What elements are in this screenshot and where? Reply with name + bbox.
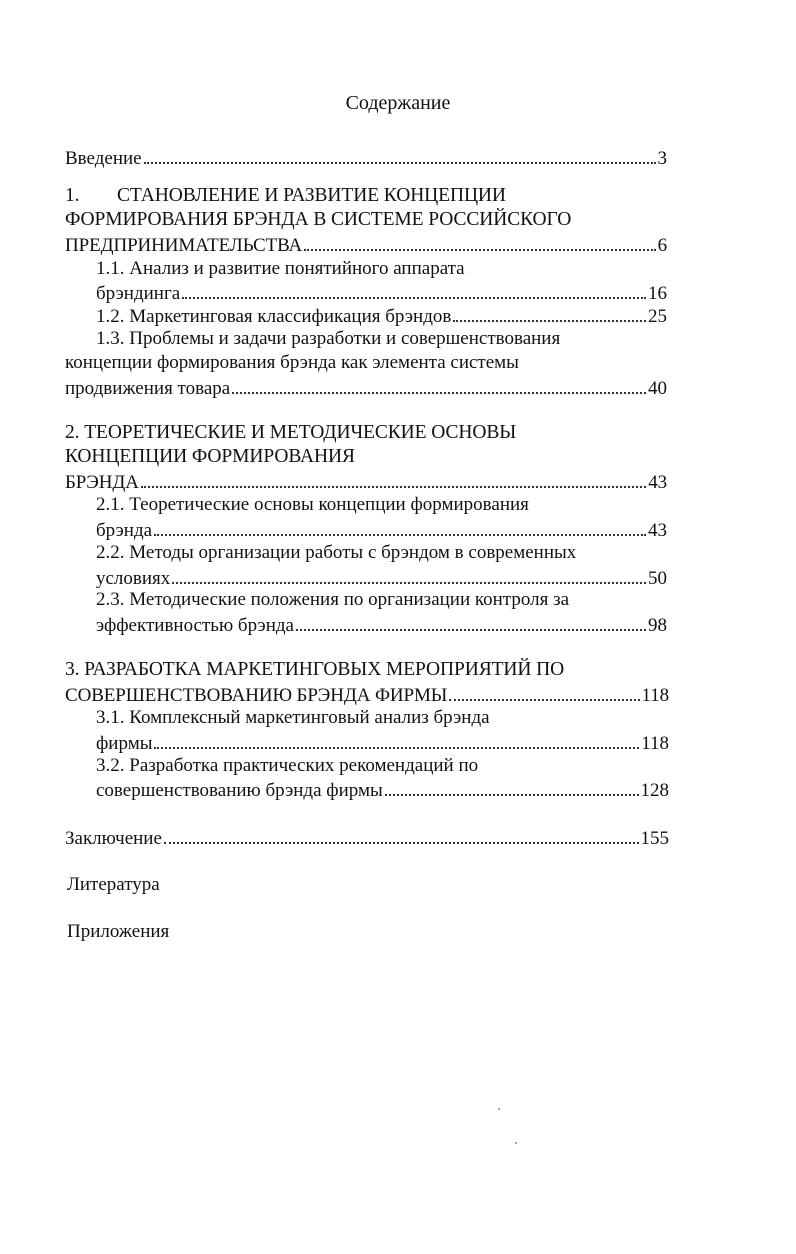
chapter-2-title-line2: КОНЦЕПЦИИ ФОРМИРОВАНИЯ [65, 446, 355, 467]
dot-leader [449, 682, 639, 701]
toc-page: 128 [640, 780, 669, 801]
toc-entry-1-2 [96, 303, 667, 329]
page-title: Содержание [345, 92, 451, 114]
section-1-1-line1: 1.1. Анализ и развитие понятийного аппарата [96, 258, 465, 279]
toc-page: 118 [641, 733, 669, 754]
dot-leader [232, 375, 646, 394]
toc-entry-conclusion [65, 825, 669, 851]
toc-page: 16 [648, 283, 667, 304]
toc-page: 98 [648, 615, 667, 636]
toc-page: 118 [641, 685, 669, 706]
scan-speck [498, 1108, 500, 1110]
chapter-1-title-line1: СТАНОВЛЕНИЕ И РАЗВИТИЕ КОНЦЕПЦИИ [117, 185, 506, 206]
toc-label: ПРЕДПРИНИМАТЕЛЬСТВА [65, 235, 303, 256]
toc-label: условиях [96, 568, 171, 589]
section-3-1-line1: 3.1. Комплексный маркетинговый анализ брэнда [96, 707, 490, 728]
toc-entry-2-1 [96, 517, 667, 543]
chapter-1-number: 1. [65, 185, 80, 206]
toc-page: 50 [648, 568, 667, 589]
section-3-2-line1: 3.2. Разработка практических рекомендаций по [96, 755, 479, 776]
toc-label: брэнда [96, 520, 153, 541]
toc-page: 40 [648, 378, 667, 399]
toc-label: фирмы [96, 733, 153, 754]
toc-page: 6 [657, 235, 667, 256]
dot-leader [154, 517, 646, 536]
dot-leader [172, 565, 646, 584]
toc-page: 43 [648, 472, 667, 493]
toc-entry-2-3 [96, 612, 667, 638]
toc-entry-3-1 [96, 730, 669, 756]
dot-leader [141, 469, 646, 488]
dot-leader [453, 303, 646, 322]
section-1-3-line2: концепции формирования брэнда как элемента системы [65, 352, 519, 373]
toc-entry-chapter-1 [65, 232, 667, 258]
section-1-3-line1: 1.3. Проблемы и задачи разработки и совершенствования [96, 328, 561, 349]
dot-leader [385, 777, 639, 796]
toc-page: 155 [640, 828, 669, 849]
section-2-2-line1: 2.2. Методы организации работы с брэндом в современных [96, 542, 577, 563]
toc-label: эффективностью брэнда [96, 615, 294, 636]
toc-label: совершенствованию брэнда фирмы [96, 780, 383, 801]
toc-label: СОВЕРШЕНСТВОВАНИЮ БРЭНДА ФИРМЫ [65, 685, 448, 706]
toc-label: брэндинга [96, 283, 181, 304]
section-2-3-line1: 2.3. Методические положения по организации контроля за [96, 589, 570, 610]
dot-leader [304, 232, 655, 251]
chapter-3-title-line1: 3. РАЗРАБОТКА МАРКЕТИНГОВЫХ МЕРОПРИЯТИЙ ПО [65, 659, 565, 680]
toc-label: продвижения товара [65, 378, 231, 399]
dot-leader [296, 612, 646, 631]
toc-entry-chapter-3 [65, 682, 669, 708]
toc-label: Введение [65, 148, 142, 169]
dot-leader [154, 730, 639, 749]
dot-leader [144, 145, 656, 164]
toc-entry-3-2 [96, 777, 669, 803]
toc-entry-1-3 [65, 375, 667, 401]
toc-label: БРЭНДА [65, 472, 139, 493]
toc-entry-literature: Литература [67, 874, 160, 895]
toc-label: Заключение [65, 828, 162, 849]
chapter-2-title-line1: 2. ТЕОРЕТИЧЕСКИЕ И МЕТОДИЧЕСКИЕ ОСНОВЫ [65, 422, 517, 443]
chapter-1-title-line2: ФОРМИРОВАНИЯ БРЭНДА В СИСТЕМЕ РОССИЙСКОГО [65, 209, 572, 230]
toc-label: 1.2. Маркетинговая классификация брэндов [96, 306, 452, 327]
dot-leader [164, 825, 639, 844]
toc-entry-chapter-2 [65, 469, 667, 495]
dot-leader [182, 280, 646, 299]
toc-entry-intro [65, 145, 667, 171]
toc-page: 3 [657, 148, 667, 169]
toc-page: 25 [648, 306, 667, 327]
scan-speck [515, 1142, 517, 1144]
section-2-1-line1: 2.1. Теоретические основы концепции формирования [96, 494, 529, 515]
toc-entry-appendices: Приложения [67, 921, 170, 942]
toc-page: 43 [648, 520, 667, 541]
